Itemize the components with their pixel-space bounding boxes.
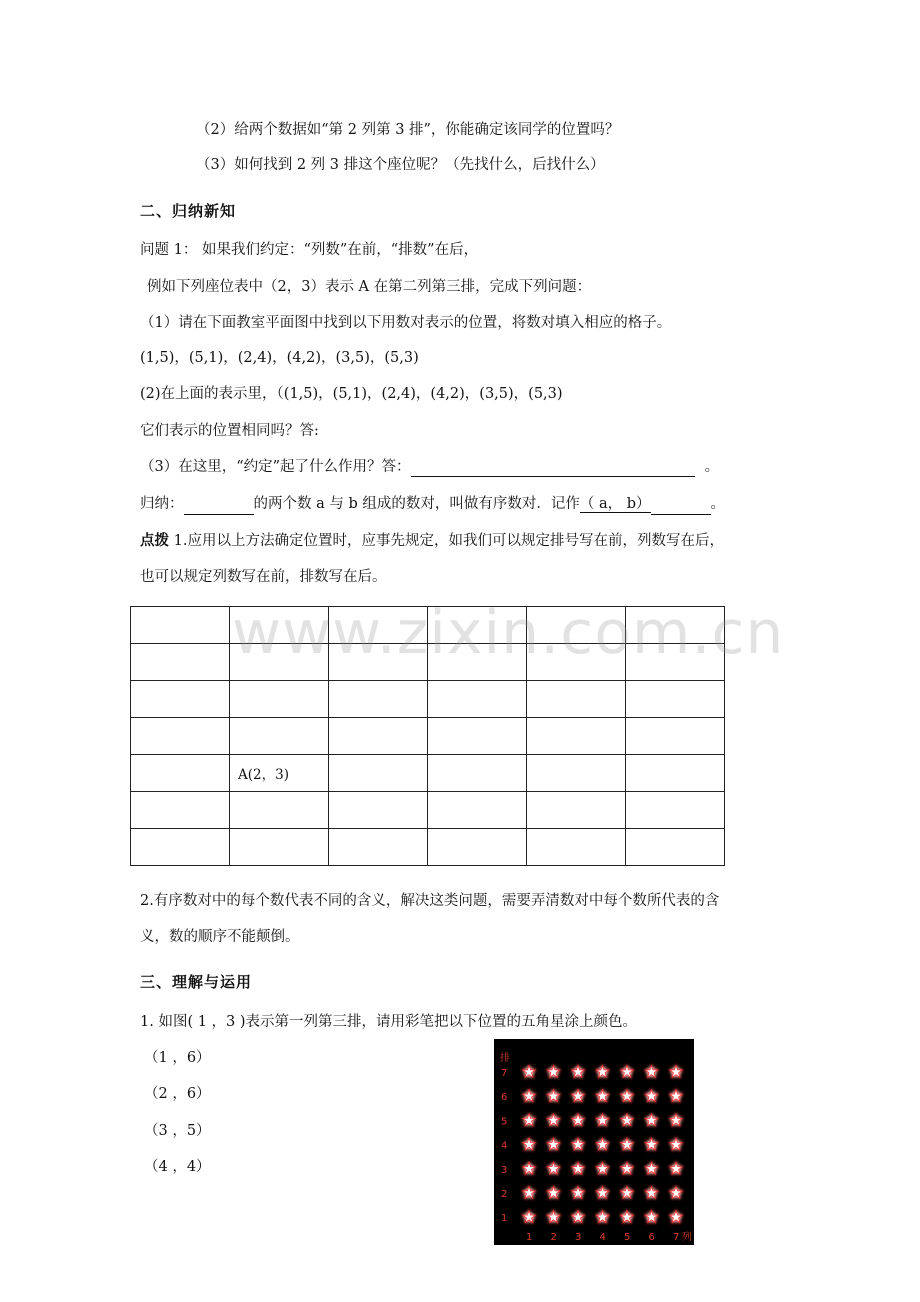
- row-axis-label: 排: [500, 1053, 510, 1064]
- star-icon[interactable]: [572, 1114, 584, 1126]
- star-icon[interactable]: [670, 1114, 682, 1126]
- star-icon[interactable]: [670, 1211, 682, 1223]
- seat-cell[interactable]: [527, 829, 626, 866]
- star-icon[interactable]: [596, 1090, 608, 1102]
- star-icon[interactable]: [523, 1066, 535, 1078]
- row-label: 5: [501, 1116, 508, 1128]
- star-grid-figure: [494, 1039, 694, 1245]
- seat-cell[interactable]: [626, 829, 725, 866]
- star-icon[interactable]: [523, 1090, 535, 1102]
- table-row: [131, 829, 725, 866]
- seat-cell[interactable]: [230, 829, 329, 866]
- star-icon[interactable]: [621, 1066, 633, 1078]
- pair-item: （3 ，5）: [144, 1123, 211, 1139]
- row-label: 3: [501, 1164, 508, 1176]
- star-icon[interactable]: [547, 1066, 559, 1078]
- star-icon[interactable]: [621, 1114, 633, 1126]
- star-icon[interactable]: [670, 1138, 682, 1150]
- pair-item: （4 ，4）: [144, 1159, 211, 1175]
- watermark: www.zixin.com.cn: [232, 598, 785, 668]
- tip-2-line-2: 义，数的顺序不能颠倒。: [140, 929, 300, 945]
- column-label: 2: [550, 1232, 557, 1243]
- seat-cell[interactable]: [527, 718, 626, 755]
- problem-1: 问题 1： 如果我们约定：“列数”在前，“排数”在后，: [140, 242, 479, 258]
- pair-item: （1 ，6）: [144, 1050, 211, 1066]
- summary-pair: （ a， b）: [579, 496, 651, 512]
- subquestion-2: (2)在上面的表示里，（(1,5)，(5,1)，(2,4)，(4,2)，(3,5)，(5,3): [140, 386, 563, 402]
- tip-label: 点拨: [140, 533, 169, 549]
- row-label: 6: [501, 1092, 508, 1104]
- star-icon[interactable]: [523, 1138, 535, 1150]
- seat-cell[interactable]: [527, 755, 626, 792]
- section-2-heading: 二、归纳新知: [140, 202, 237, 220]
- star-icon[interactable]: [645, 1114, 657, 1126]
- seat-cell[interactable]: [626, 755, 725, 792]
- star-icon[interactable]: [523, 1162, 535, 1174]
- star-icon[interactable]: [523, 1114, 535, 1126]
- seat-cell[interactable]: [230, 792, 329, 829]
- summary-pair-blank[interactable]: [651, 498, 711, 515]
- star-icon[interactable]: [645, 1162, 657, 1174]
- star-icon[interactable]: [547, 1187, 559, 1199]
- row-label: 2: [501, 1189, 508, 1200]
- star-icon[interactable]: [572, 1066, 584, 1078]
- subquestion-3-end: 。: [704, 459, 720, 475]
- seat-cell[interactable]: [527, 681, 626, 718]
- star-icon[interactable]: [645, 1090, 657, 1102]
- seat-cell[interactable]: [329, 755, 428, 792]
- column-label: 3: [575, 1232, 582, 1243]
- star-icon[interactable]: [596, 1114, 608, 1126]
- table-row: [131, 792, 725, 829]
- seat-cell[interactable]: [230, 681, 329, 718]
- star-grid-svg: [494, 1039, 694, 1245]
- star-icon[interactable]: [670, 1187, 682, 1199]
- example-line: 例如下列座位表中（2，3）表示 A 在第二列第三排，完成下列问题：: [147, 279, 592, 295]
- star-icon[interactable]: [645, 1138, 657, 1150]
- subquestion-2-answer: 它们表示的位置相同吗？答:: [140, 423, 319, 439]
- seat-cell[interactable]: [626, 718, 725, 755]
- seat-cell[interactable]: [428, 718, 527, 755]
- tip-1-line-1: [140, 531, 724, 551]
- column-axis-label: 列: [682, 1232, 692, 1243]
- seat-cell[interactable]: [131, 829, 230, 866]
- subquestion-1: （1）请在下面教室平面图中找到以下用数对表示的位置，将数对填入相应的格子。: [140, 315, 672, 331]
- table-row: [131, 718, 725, 755]
- star-icon[interactable]: [572, 1211, 584, 1223]
- star-icon[interactable]: [572, 1138, 584, 1150]
- star-icon[interactable]: [670, 1162, 682, 1174]
- seat-cell[interactable]: [626, 681, 725, 718]
- question-3: （3）如何找到 2 列 3 排这个座位呢？（先找什么，后找什么）: [196, 157, 605, 173]
- star-icon[interactable]: [523, 1211, 535, 1223]
- section-3-question-1: 1. 如图( 1 ，3 )表示第一列第三排，请用彩笔把以下位置的五角星涂上颜色。: [140, 1014, 638, 1030]
- star-icon[interactable]: [572, 1162, 584, 1174]
- star-icon[interactable]: [670, 1090, 682, 1102]
- star-icon[interactable]: [621, 1162, 633, 1174]
- star-icon[interactable]: [645, 1066, 657, 1078]
- star-icon[interactable]: [596, 1211, 608, 1223]
- row-label: 1: [501, 1213, 508, 1225]
- star-icon[interactable]: [572, 1187, 584, 1199]
- star-icon[interactable]: [547, 1114, 559, 1126]
- star-icon[interactable]: [645, 1187, 657, 1199]
- star-icon[interactable]: [523, 1187, 535, 1199]
- summary-line: [140, 494, 725, 515]
- summary-blank[interactable]: [184, 498, 254, 515]
- star-icon[interactable]: [621, 1211, 633, 1223]
- seat-cell[interactable]: [428, 829, 527, 866]
- star-icon[interactable]: [572, 1090, 584, 1102]
- seat-cell-a: A(2，3): [230, 755, 329, 792]
- seat-cell[interactable]: [131, 644, 230, 681]
- summary-prefix: 归纳：: [140, 496, 184, 512]
- seat-cell[interactable]: [131, 718, 230, 755]
- seat-cell[interactable]: [428, 792, 527, 829]
- table-row: [131, 681, 725, 718]
- subquestion-3-text: （3）在这里，“约定”起了什么作用？答：: [140, 459, 411, 475]
- seat-cell[interactable]: [131, 681, 230, 718]
- star-icon[interactable]: [645, 1211, 657, 1223]
- column-label: 6: [648, 1232, 655, 1243]
- table-row: [131, 755, 725, 792]
- star-icon[interactable]: [547, 1162, 559, 1174]
- question-2: （2）给两个数据如“第 2 列第 3 排”，你能确定该同学的位置吗？: [196, 122, 620, 138]
- seat-cell[interactable]: [428, 755, 527, 792]
- summary-end: 。: [710, 496, 726, 512]
- tip-1-line-2: 也可以规定列数写在前，排数写在后。: [140, 569, 387, 585]
- star-icon[interactable]: [547, 1138, 559, 1150]
- seat-cell[interactable]: [527, 792, 626, 829]
- seat-cell[interactable]: [329, 829, 428, 866]
- seat-cell[interactable]: [131, 792, 230, 829]
- column-label: 5: [624, 1232, 631, 1243]
- star-icon[interactable]: [621, 1090, 633, 1102]
- row-label: 4: [501, 1140, 508, 1152]
- star-icon[interactable]: [547, 1211, 559, 1223]
- subquestion-3: [140, 457, 719, 477]
- star-icon[interactable]: [621, 1138, 633, 1150]
- star-icon[interactable]: [596, 1187, 608, 1199]
- summary-middle: 的两个数 a 与 b 组成的数对，叫做有序数对．记作: [253, 496, 580, 512]
- section-3-heading: 三、理解与运用: [140, 973, 253, 991]
- seat-cell[interactable]: [329, 681, 428, 718]
- column-label: 4: [599, 1232, 606, 1243]
- seat-cell[interactable]: [329, 792, 428, 829]
- answer-blank-3[interactable]: [411, 460, 695, 477]
- column-label: 7: [673, 1232, 680, 1243]
- seat-cell[interactable]: [428, 681, 527, 718]
- star-icon[interactable]: [596, 1162, 608, 1174]
- pairs-list-1: (1,5)，(5,1)，(2,4)，(4,2)，(3,5)，(5,3): [140, 350, 419, 366]
- row-label: 7: [501, 1068, 508, 1079]
- star-icon[interactable]: [547, 1090, 559, 1102]
- pair-item: （2 ，6）: [144, 1086, 211, 1102]
- star-icon[interactable]: [596, 1138, 608, 1150]
- tip-1-text: 1.应用以上方法确定位置时，应事先规定，如我们可以规定排号写在前，列数写在后，: [169, 533, 724, 549]
- tip-2-line-1: 2.有序数对中的每个数代表不同的含义，解决这类问题，需要弄清数对中每个数所代表的含: [140, 893, 720, 909]
- seat-cell[interactable]: [230, 718, 329, 755]
- star-icon[interactable]: [621, 1187, 633, 1199]
- star-icon[interactable]: [670, 1066, 682, 1078]
- seat-cell[interactable]: [329, 718, 428, 755]
- star-icon[interactable]: [596, 1066, 608, 1078]
- seat-cell[interactable]: [131, 607, 230, 644]
- seat-cell[interactable]: [626, 792, 725, 829]
- seat-cell[interactable]: [131, 755, 230, 792]
- column-label: 1: [526, 1232, 533, 1243]
